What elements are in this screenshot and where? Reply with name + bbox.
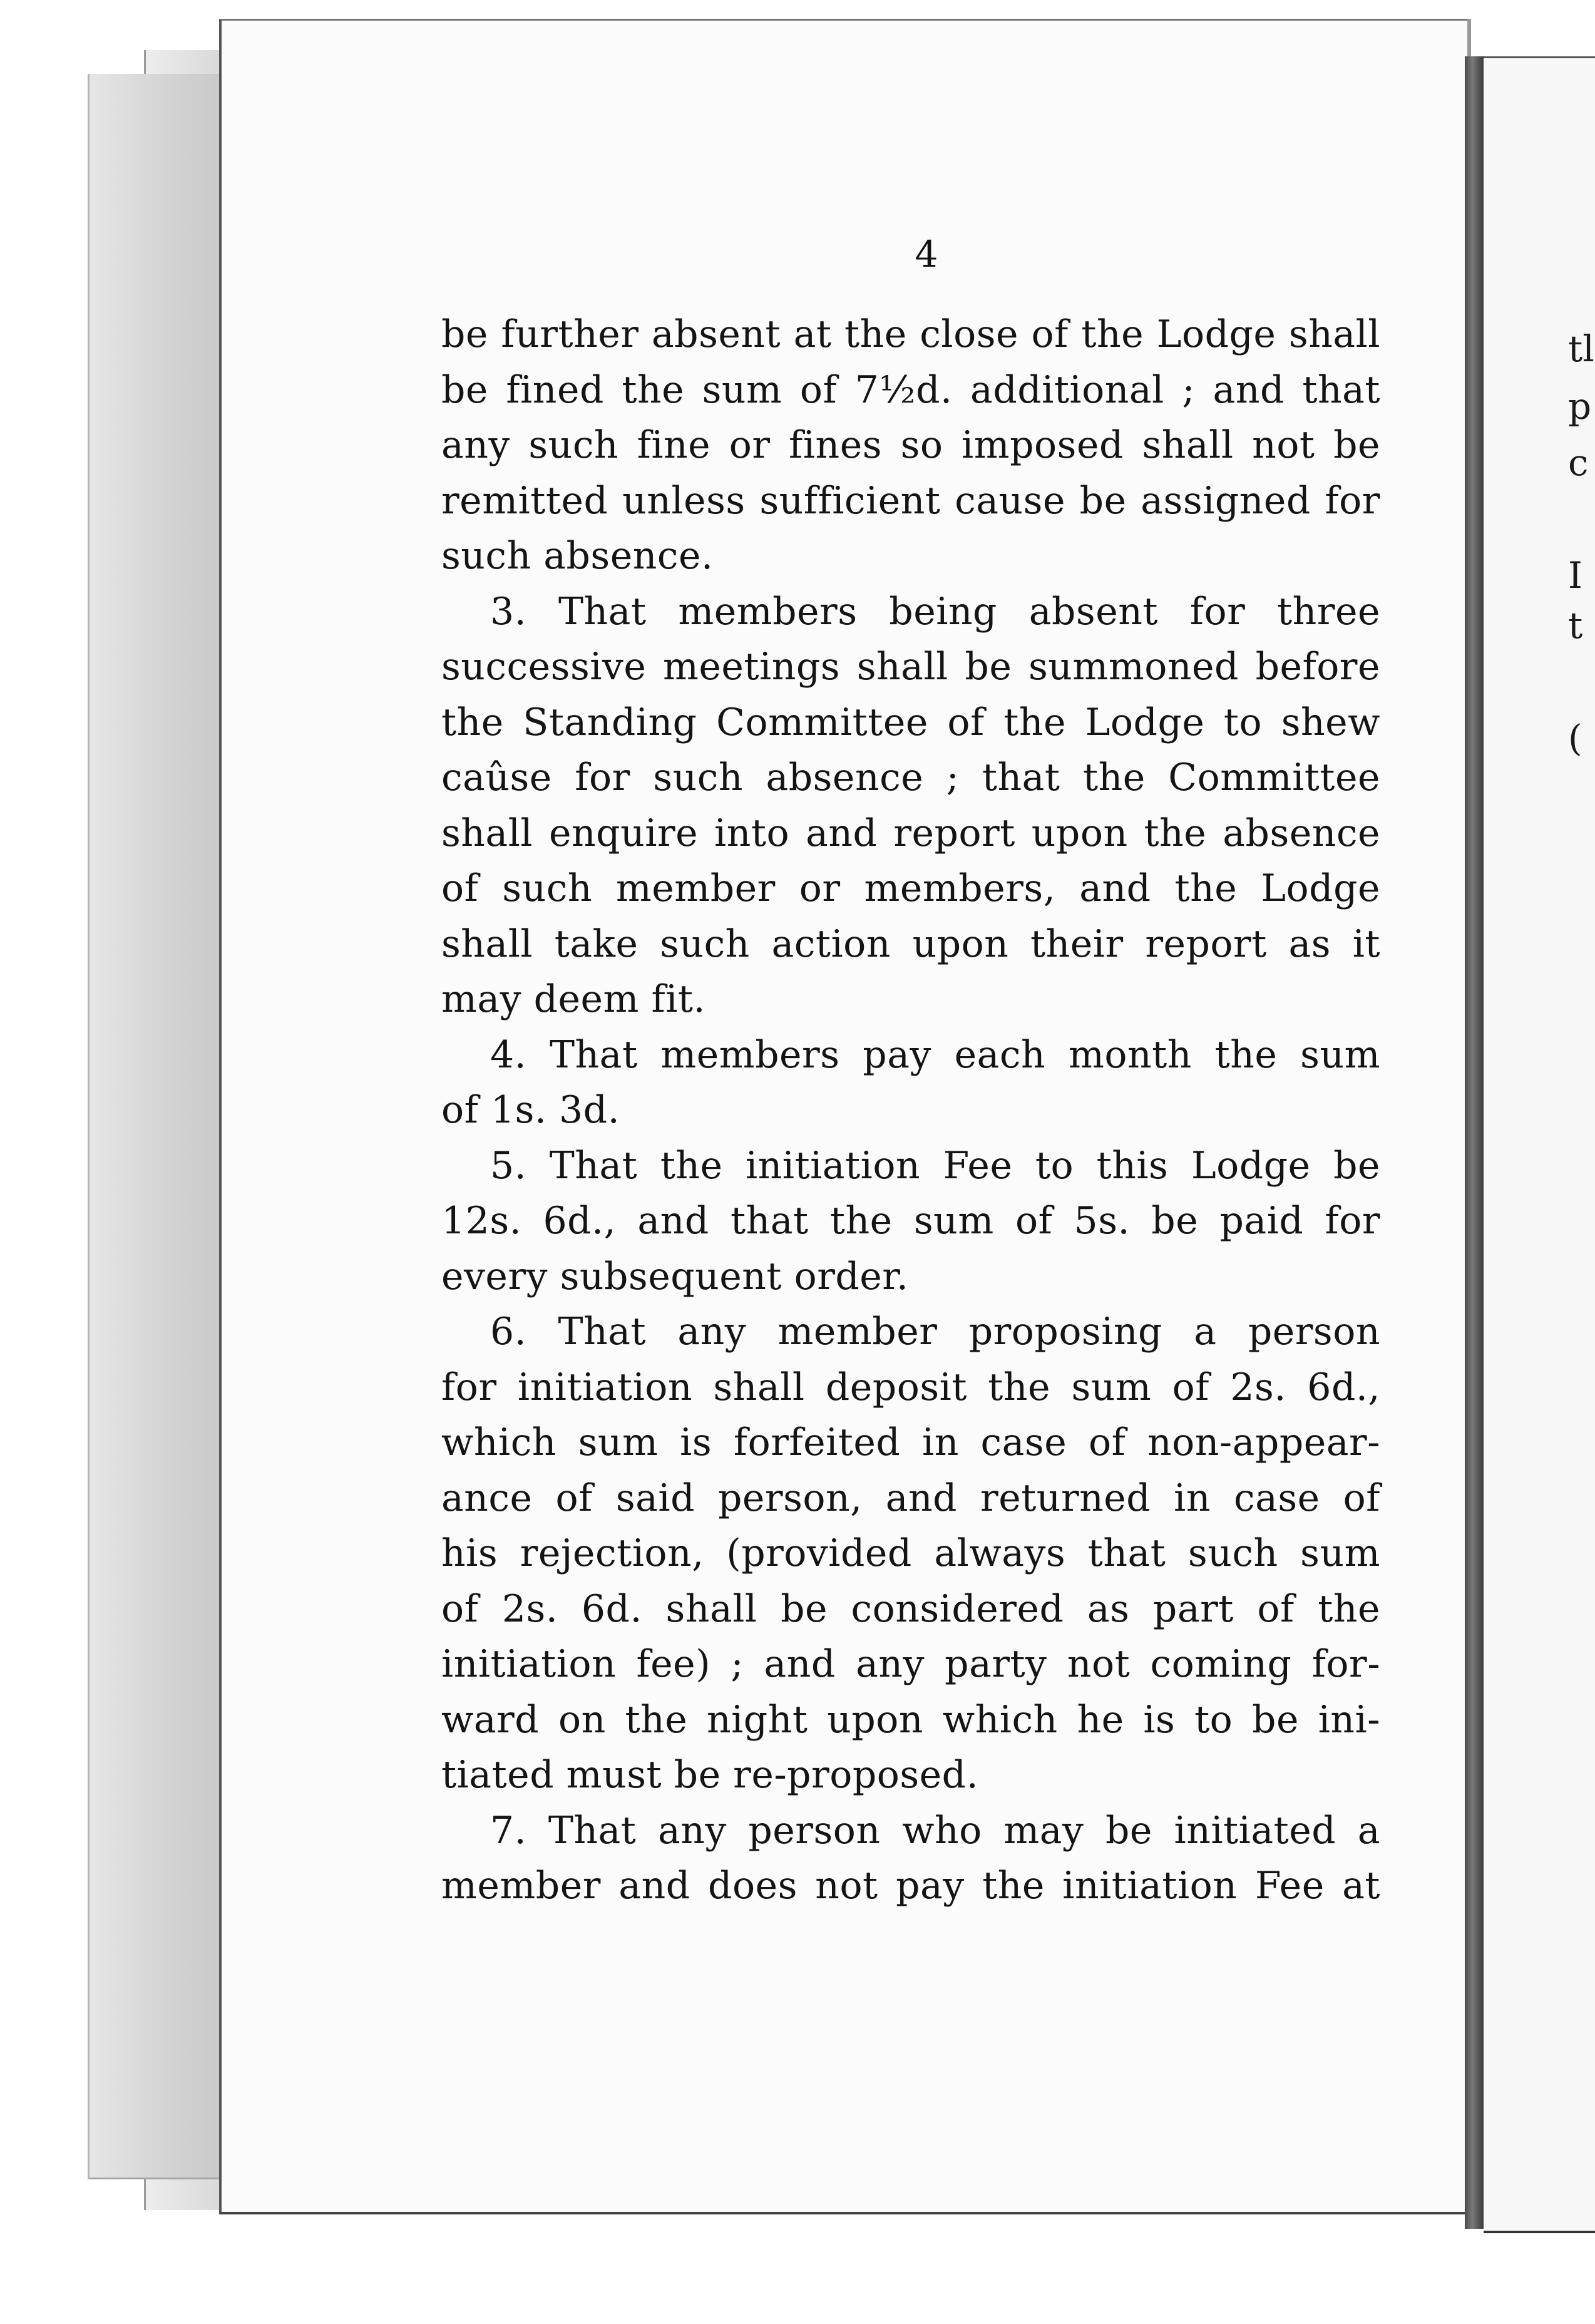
text-line: of 1s. 3d. — [441, 1088, 620, 1132]
text-line: which sum is forfeited in case of non-appear- — [441, 1421, 1380, 1464]
text-line: of such member or members, and the Lodge — [441, 866, 1380, 910]
book-gutter — [1465, 56, 1484, 2229]
text-line: for initiation shall deposit the sum of 2s. 6d., — [441, 1365, 1380, 1409]
text-line: caûse for such absence ; that the Committee — [441, 756, 1380, 800]
text-line: may deem fit. — [441, 977, 706, 1021]
text-line: his rejection, (provided always that such sum — [441, 1531, 1380, 1575]
back-page-shadow — [88, 74, 221, 2179]
facing-page-fragment: c — [1568, 441, 1589, 484]
text-line: initiation fee) ; and any party not coming for- — [441, 1642, 1380, 1686]
text-line: 6. That any member proposing a person — [490, 1310, 1380, 1354]
text-line: 7. That any person who may be initiated a — [490, 1808, 1380, 1853]
text-line: member and does not pay the initiation Fee at — [441, 1864, 1380, 1908]
facing-page-fragment: ( — [1568, 717, 1582, 759]
text-line: 4. That members pay each month the sum — [490, 1032, 1380, 1077]
text-line: 5. That the initiation Fee to this Lodge be — [490, 1143, 1380, 1188]
text-line: remitted unless sufficient cause be assigned for — [441, 478, 1380, 523]
facing-page-edge — [1484, 56, 1595, 2233]
text-line: tiated must be re-proposed. — [441, 1753, 979, 1797]
text-line: successive meetings shall be summoned before — [441, 645, 1380, 689]
facing-page-fragment: tl — [1568, 327, 1594, 370]
text-line: such absence. — [441, 534, 714, 578]
text-line: ance of said person, and returned in case of — [441, 1476, 1380, 1520]
text-line: shall take such action upon their report as it — [441, 922, 1380, 966]
text-line: be further absent at the close of the Lodge shall — [441, 312, 1380, 356]
page-body-text — [441, 307, 1380, 1914]
text-line: 3. That members being absent for three — [490, 589, 1380, 634]
facing-page-fragment: t — [1568, 604, 1583, 647]
page-number: 4 — [915, 233, 938, 275]
text-line: 12s. 6d., and that the sum of 5s. be paid for — [441, 1199, 1380, 1243]
text-line: of 2s. 6d. shall be considered as part of the — [441, 1586, 1380, 1631]
text-line: every subsequent order. — [441, 1254, 909, 1298]
text-line: any such fine or fines so imposed shall not be — [441, 423, 1380, 467]
text-line: be fined the sum of 7½d. additional ; and that — [441, 368, 1380, 412]
text-line: the Standing Committee of the Lodge to shew — [441, 700, 1380, 744]
text-line: ward on the night upon which he is to be ini- — [441, 1697, 1380, 1742]
facing-page-fragment: I — [1568, 554, 1582, 597]
facing-page-fragment: p — [1568, 385, 1592, 428]
text-line: shall enquire into and report upon the absence — [441, 811, 1380, 855]
